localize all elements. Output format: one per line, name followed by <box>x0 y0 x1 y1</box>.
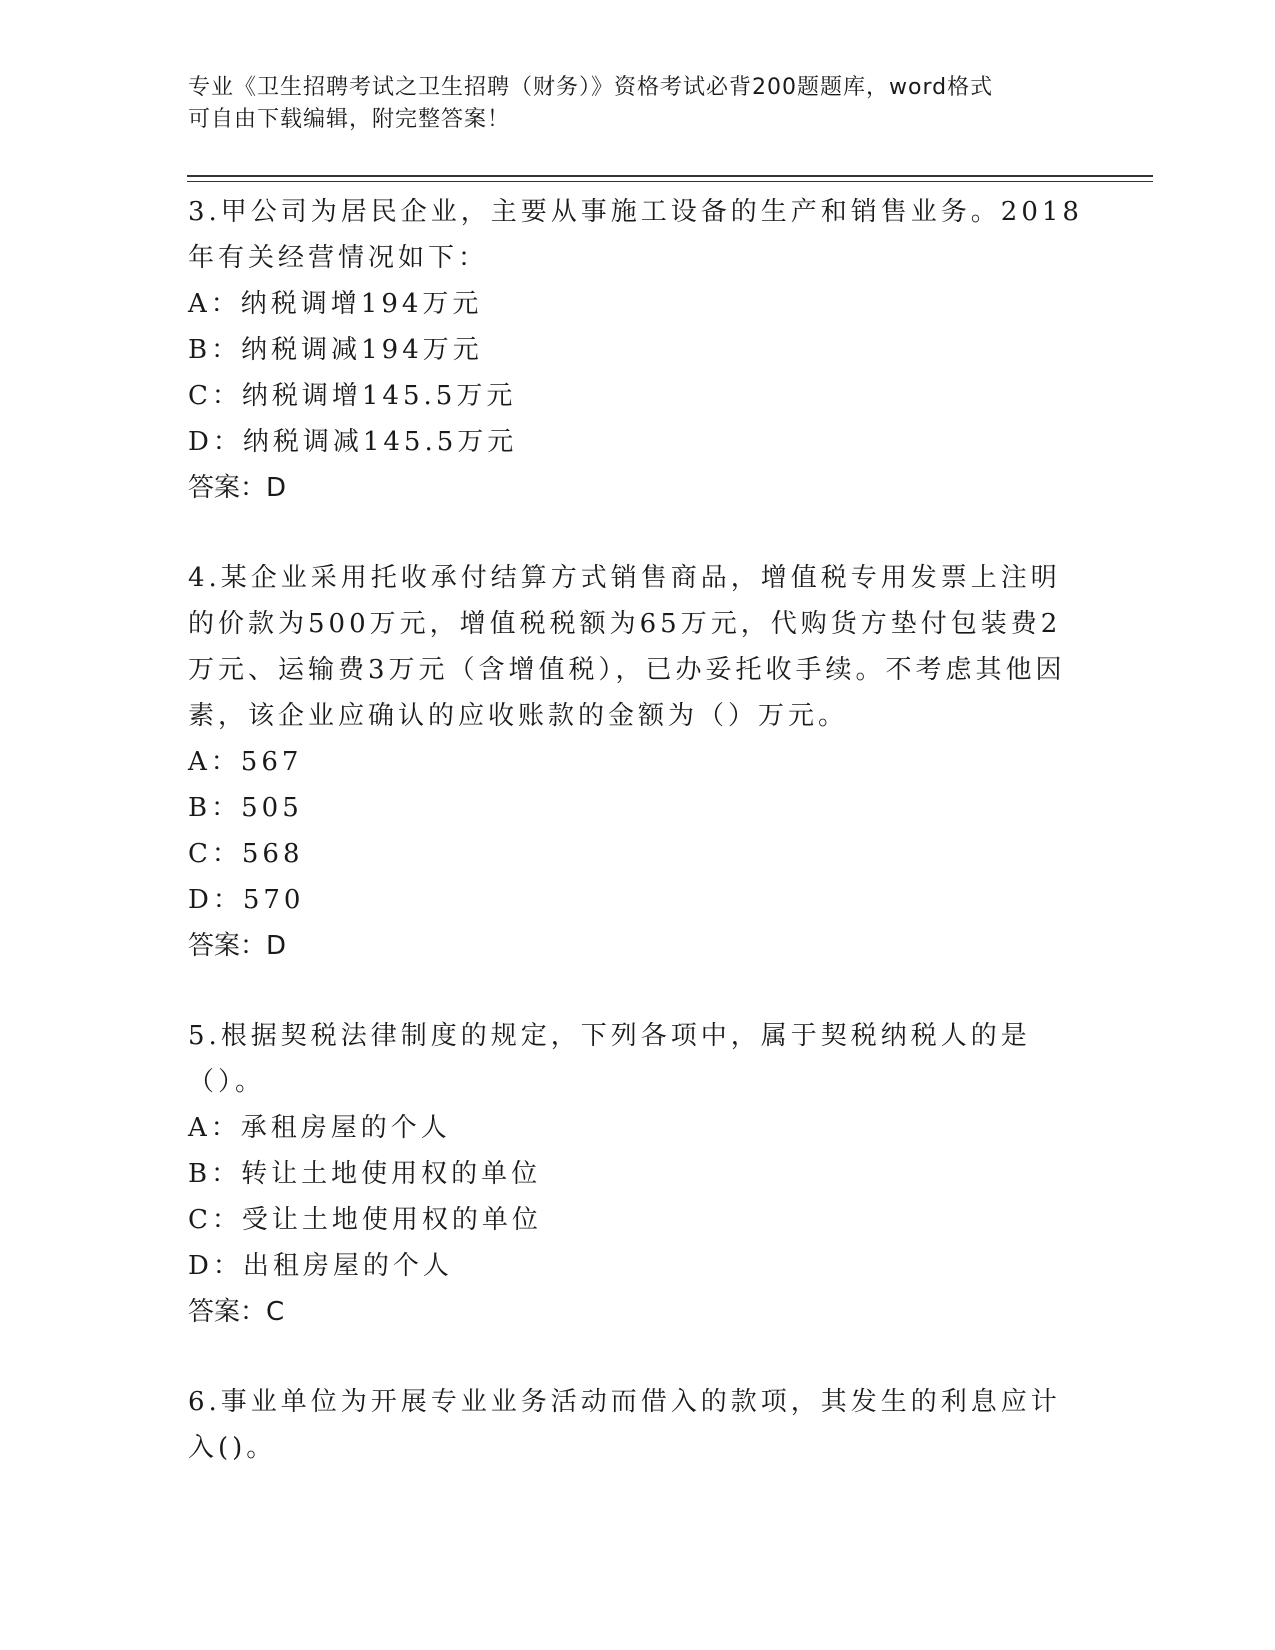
option-c: C：568 <box>188 839 304 869</box>
question-5 <box>188 1013 1088 1335</box>
option-d: D：出租房屋的个人 <box>188 1251 453 1281</box>
question-list <box>188 189 1088 1515</box>
question-stem: 4.某企业采用托收承付结算方式销售商品，增值税专用发票上注明的价款为500万元，增值税税额为65万元，代购货方垫付包装费2万元、运输费3万元（含增值税），已办妥托收手续。不考虑其他因素，该企业应确认的应收账款的金额为（）万元。 <box>188 563 1066 731</box>
question-6 <box>188 1379 1088 1471</box>
header-line-2: 可自由下载编辑，附完整答案！ <box>188 107 511 132</box>
document-header <box>188 72 1068 136</box>
option-a: A：承租房屋的个人 <box>188 1113 451 1143</box>
question-stem: 3.甲公司为居民企业，主要从事施工设备的生产和销售业务。2018年有关经营情况如下： <box>188 197 1083 273</box>
option-d: D：570 <box>188 885 305 915</box>
option-b: B：转让土地使用权的单位 <box>188 1159 542 1189</box>
option-a: A：567 <box>188 747 303 777</box>
question-4 <box>188 555 1088 969</box>
question-stem: 6.事业单位为开展专业业务活动而借入的款项，其发生的利息应计入()。 <box>188 1387 1061 1463</box>
option-c: C：受让土地使用权的单位 <box>188 1205 542 1235</box>
question-3 <box>188 189 1088 511</box>
option-b: B：纳税调减194万元 <box>188 335 483 365</box>
header-divider-thick <box>187 175 1153 177</box>
header-divider-thin <box>187 181 1153 182</box>
answer-line: 答案：D <box>188 931 287 961</box>
answer-line: 答案：C <box>188 1297 285 1327</box>
option-b: B：505 <box>188 793 303 823</box>
question-stem: 5.根据契税法律制度的规定，下列各项中，属于契税纳税人的是（）。 <box>188 1021 1031 1097</box>
header-line-1: 专业《卫生招聘考试之卫生招聘（财务）》资格考试必背200题题库，word格式 <box>188 75 994 100</box>
answer-line: 答案：D <box>188 473 287 503</box>
option-c: C：纳税调增145.5万元 <box>188 381 517 411</box>
option-d: D：纳税调减145.5万元 <box>188 427 518 457</box>
option-a: A：纳税调增194万元 <box>188 289 483 319</box>
